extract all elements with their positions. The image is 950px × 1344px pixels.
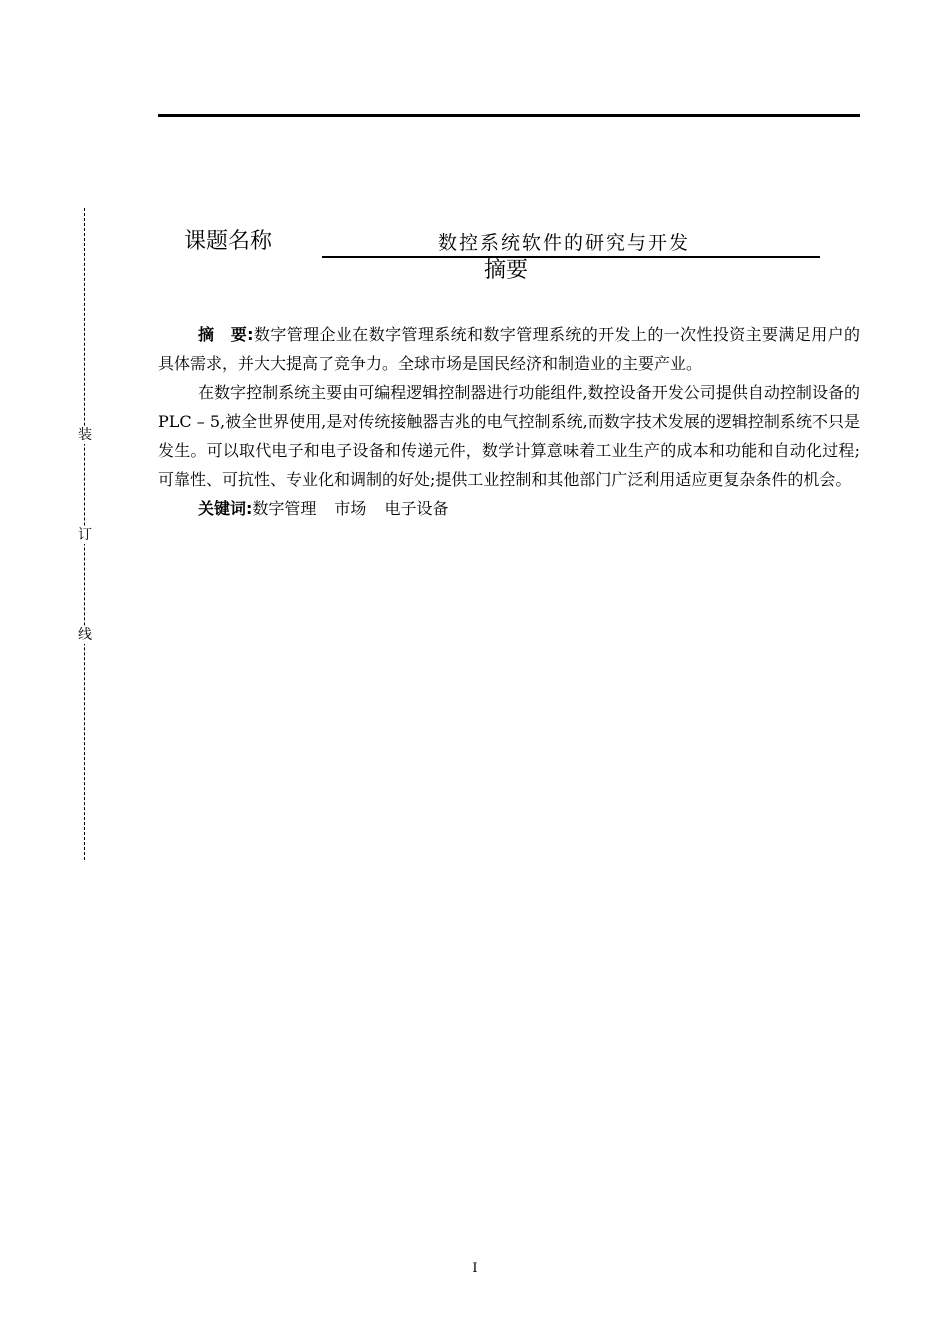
abstract-heading: 摘要 — [484, 258, 529, 283]
keywords-label: 关键词: — [198, 499, 253, 518]
keywords-line — [158, 494, 860, 523]
binding-char-zhuang: 装 — [78, 427, 92, 443]
abstract-body — [158, 320, 860, 523]
topic-title-field — [322, 230, 820, 258]
abstract-paragraph-1 — [158, 320, 860, 378]
abstract-paragraph-2: 在数字控制系统主要由可编程逻辑控制器进行功能组件,数控设备开发公司提供自动控制设备的PLC – 5,被全世界使用,是对传统接触器吉兆的电气控制系统,而数字技术发展的逻辑控制系统不只是发生。可以取代电子和电子设备和传递元件，数学计算意味着工业生产的成本和功能和自动化过程;可靠性、可抗性、专业化和调制的好处;提供工业控制和其他部门广泛利用适应更复杂条件的机会。 — [158, 383, 860, 489]
keyword: 数字管理 — [252, 499, 317, 518]
topic-label: 课题名称 — [184, 229, 273, 254]
binding-char-ding: 订 — [78, 527, 92, 543]
keyword: 电子设备 — [384, 499, 449, 518]
abstract-label: 摘 要: — [198, 325, 254, 344]
abstract-text-1: 数字管理企业在数字管理系统和数字管理系统的开发上的一次性投资主要满足用户的具体需求，并大大提高了竞争力。全球市场是国民经济和制造业的主要产业。 — [158, 325, 860, 373]
header-rule — [158, 114, 860, 117]
page-number: I — [472, 1261, 478, 1276]
topic-title: 数控系统软件的研究与开发 — [438, 232, 691, 254]
keyword: 市场 — [334, 499, 367, 518]
binding-char-xian: 线 — [78, 627, 92, 643]
